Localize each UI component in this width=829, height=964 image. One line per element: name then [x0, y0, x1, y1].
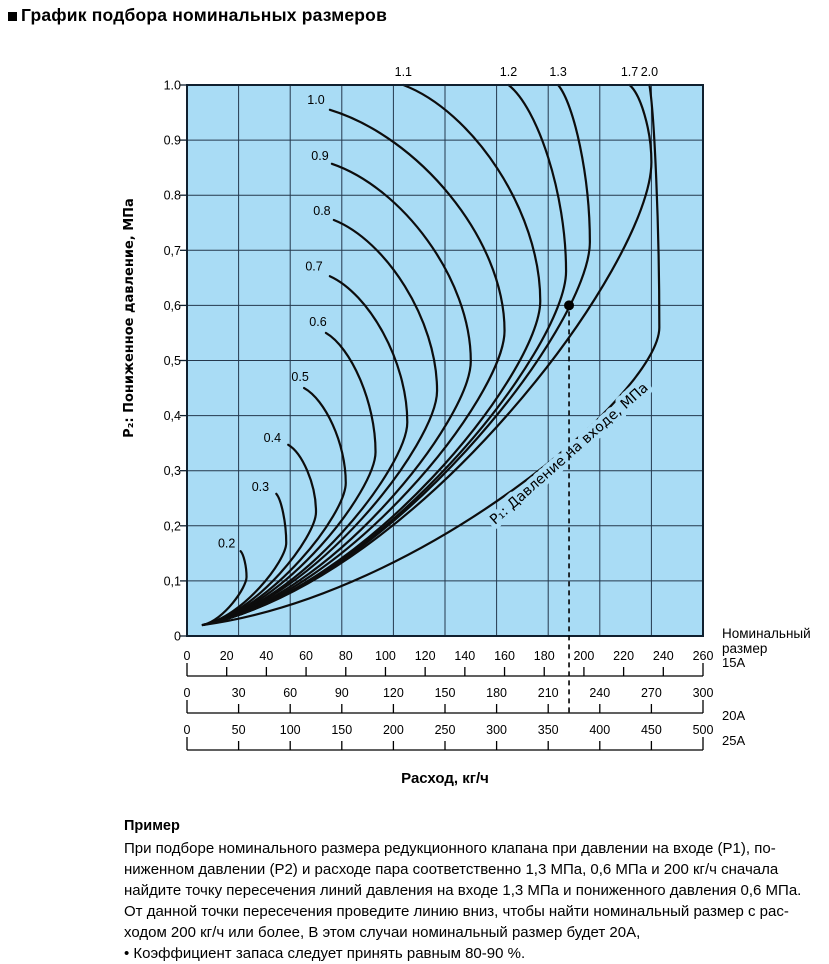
- scale-tick-label: 0: [183, 649, 191, 663]
- curve-label: 1.0: [307, 92, 325, 107]
- scale-tick-label: 100: [279, 723, 301, 737]
- y-axis-title: P₂: Пониженное давление, МПа: [122, 198, 137, 438]
- nominal-size-header: Номинальный: [722, 626, 811, 641]
- scale-tick-label: 150: [331, 723, 353, 737]
- example-text-line: От данной точки пересечения проведите линию вниз, чтобы найти номинальный размер с рас-: [124, 903, 789, 920]
- curve-label: 0.2: [217, 536, 236, 551]
- example-heading: Пример: [124, 818, 180, 834]
- scale-tick-label: 160: [494, 649, 515, 663]
- curve-label: 0.5: [291, 370, 309, 385]
- scale-tick-label: 240: [589, 686, 611, 700]
- example-text-line: ниженном давлении (P2) и расходе пара соответственно 1,3 МПа, 0,6 МПа и 200 кг/ч сначала: [124, 861, 779, 878]
- scale-tick-label: 20: [219, 649, 234, 663]
- scale-tick-label: 300: [692, 686, 714, 700]
- scale-tick-label: 200: [573, 649, 595, 663]
- y-tick-label: 0,5: [163, 354, 181, 368]
- y-tick-label: 0,2: [163, 519, 181, 534]
- scale-tick-label: 220: [613, 649, 635, 663]
- y-tick-label: 0,7: [163, 243, 181, 258]
- example-text-line: • Коэффициент запаса следует принять равным 80-90 %.: [124, 945, 526, 962]
- curve-label: 0.4: [263, 431, 282, 446]
- nominal-size-header: размер: [722, 641, 768, 656]
- scale-tick-label: 120: [382, 686, 404, 700]
- y-tick-label: 0.9: [163, 133, 181, 148]
- y-tick-label: 0,3: [163, 464, 181, 479]
- scale-tick-label: 240: [652, 649, 674, 663]
- scale-tick-label: 450: [640, 723, 662, 737]
- scale-tick-label: 60: [283, 686, 298, 700]
- inlet-pressure-axis-label: P₁: Давление на входе, МПа: [487, 379, 652, 529]
- example-text-line: При подборе номинального размера редукционного клапана при давлении на входе (P1), по-: [124, 840, 776, 857]
- y-tick-label: 0: [174, 629, 181, 644]
- scale-tick-label: 140: [454, 649, 476, 663]
- scale-tick-label: 30: [231, 686, 246, 700]
- scale-tick-label: 400: [589, 723, 611, 737]
- y-tick-label: 0.8: [163, 188, 181, 203]
- scale-tick-label: 500: [692, 723, 714, 737]
- nominal-size-label: 20A: [722, 708, 746, 723]
- scale-tick-label: 200: [382, 723, 404, 737]
- scale-tick-label: 270: [640, 686, 662, 700]
- curve-label: 0.9: [311, 149, 329, 164]
- example-point: [564, 300, 574, 310]
- y-tick-label: 0,1: [163, 574, 181, 589]
- scale-tick-label: 60: [299, 649, 314, 663]
- scale-tick-label: 300: [486, 723, 508, 737]
- scale-tick-label: 50: [231, 723, 246, 737]
- scale-tick-label: 40: [259, 649, 274, 663]
- scale-tick-label: 180: [533, 649, 555, 663]
- scale-tick-label: 260: [692, 649, 714, 663]
- curve-label-top: 2.0: [640, 65, 659, 79]
- curve-label-top: 1.3: [549, 65, 567, 79]
- scale-tick-label: 80: [338, 649, 353, 663]
- scale-tick-label: 150: [434, 686, 456, 700]
- scale-tick-label: 0: [183, 686, 191, 700]
- nominal-size-label: 15A: [722, 655, 746, 670]
- nominal-size-label: 25A: [722, 733, 746, 748]
- example-section: [124, 818, 801, 964]
- curve-label-top: 1.1: [394, 65, 413, 79]
- example-text-line: ходом 200 кг/ч или более, В этом случаи номинальный размер будет 20А,: [124, 924, 641, 941]
- curve-label-top: 1.7: [620, 65, 639, 79]
- y-tick-label: 0,6: [163, 298, 181, 313]
- page-title-text: График подбора номинальных размеров: [21, 5, 388, 25]
- curve-label: 0.3: [251, 480, 270, 495]
- scale-tick-label: 90: [334, 686, 349, 700]
- example-text-line: найдите точку пересечения линий давления на входе 1,3 МПа и пониженного давления 0,6 МПа.: [124, 882, 802, 899]
- scale-tick-label: 210: [537, 686, 559, 700]
- scale-tick-label: 120: [414, 649, 436, 663]
- curve-label: 0.7: [305, 259, 323, 274]
- scale-tick-label: 350: [537, 723, 559, 737]
- scale-tick-label: 250: [434, 723, 456, 737]
- x-axis-title: Расход, кг/ч: [401, 770, 489, 787]
- y-tick-label: 1.0: [163, 78, 181, 93]
- curve-label: 0.8: [313, 204, 331, 219]
- y-tick-label: 0,4: [163, 409, 181, 424]
- curve-label-top: 1.2: [499, 65, 518, 79]
- scale-tick-label: 0: [183, 723, 191, 737]
- curve-label: 0.6: [309, 314, 327, 329]
- scale-tick-label: 180: [486, 686, 508, 700]
- scale-tick-label: 100: [375, 649, 396, 663]
